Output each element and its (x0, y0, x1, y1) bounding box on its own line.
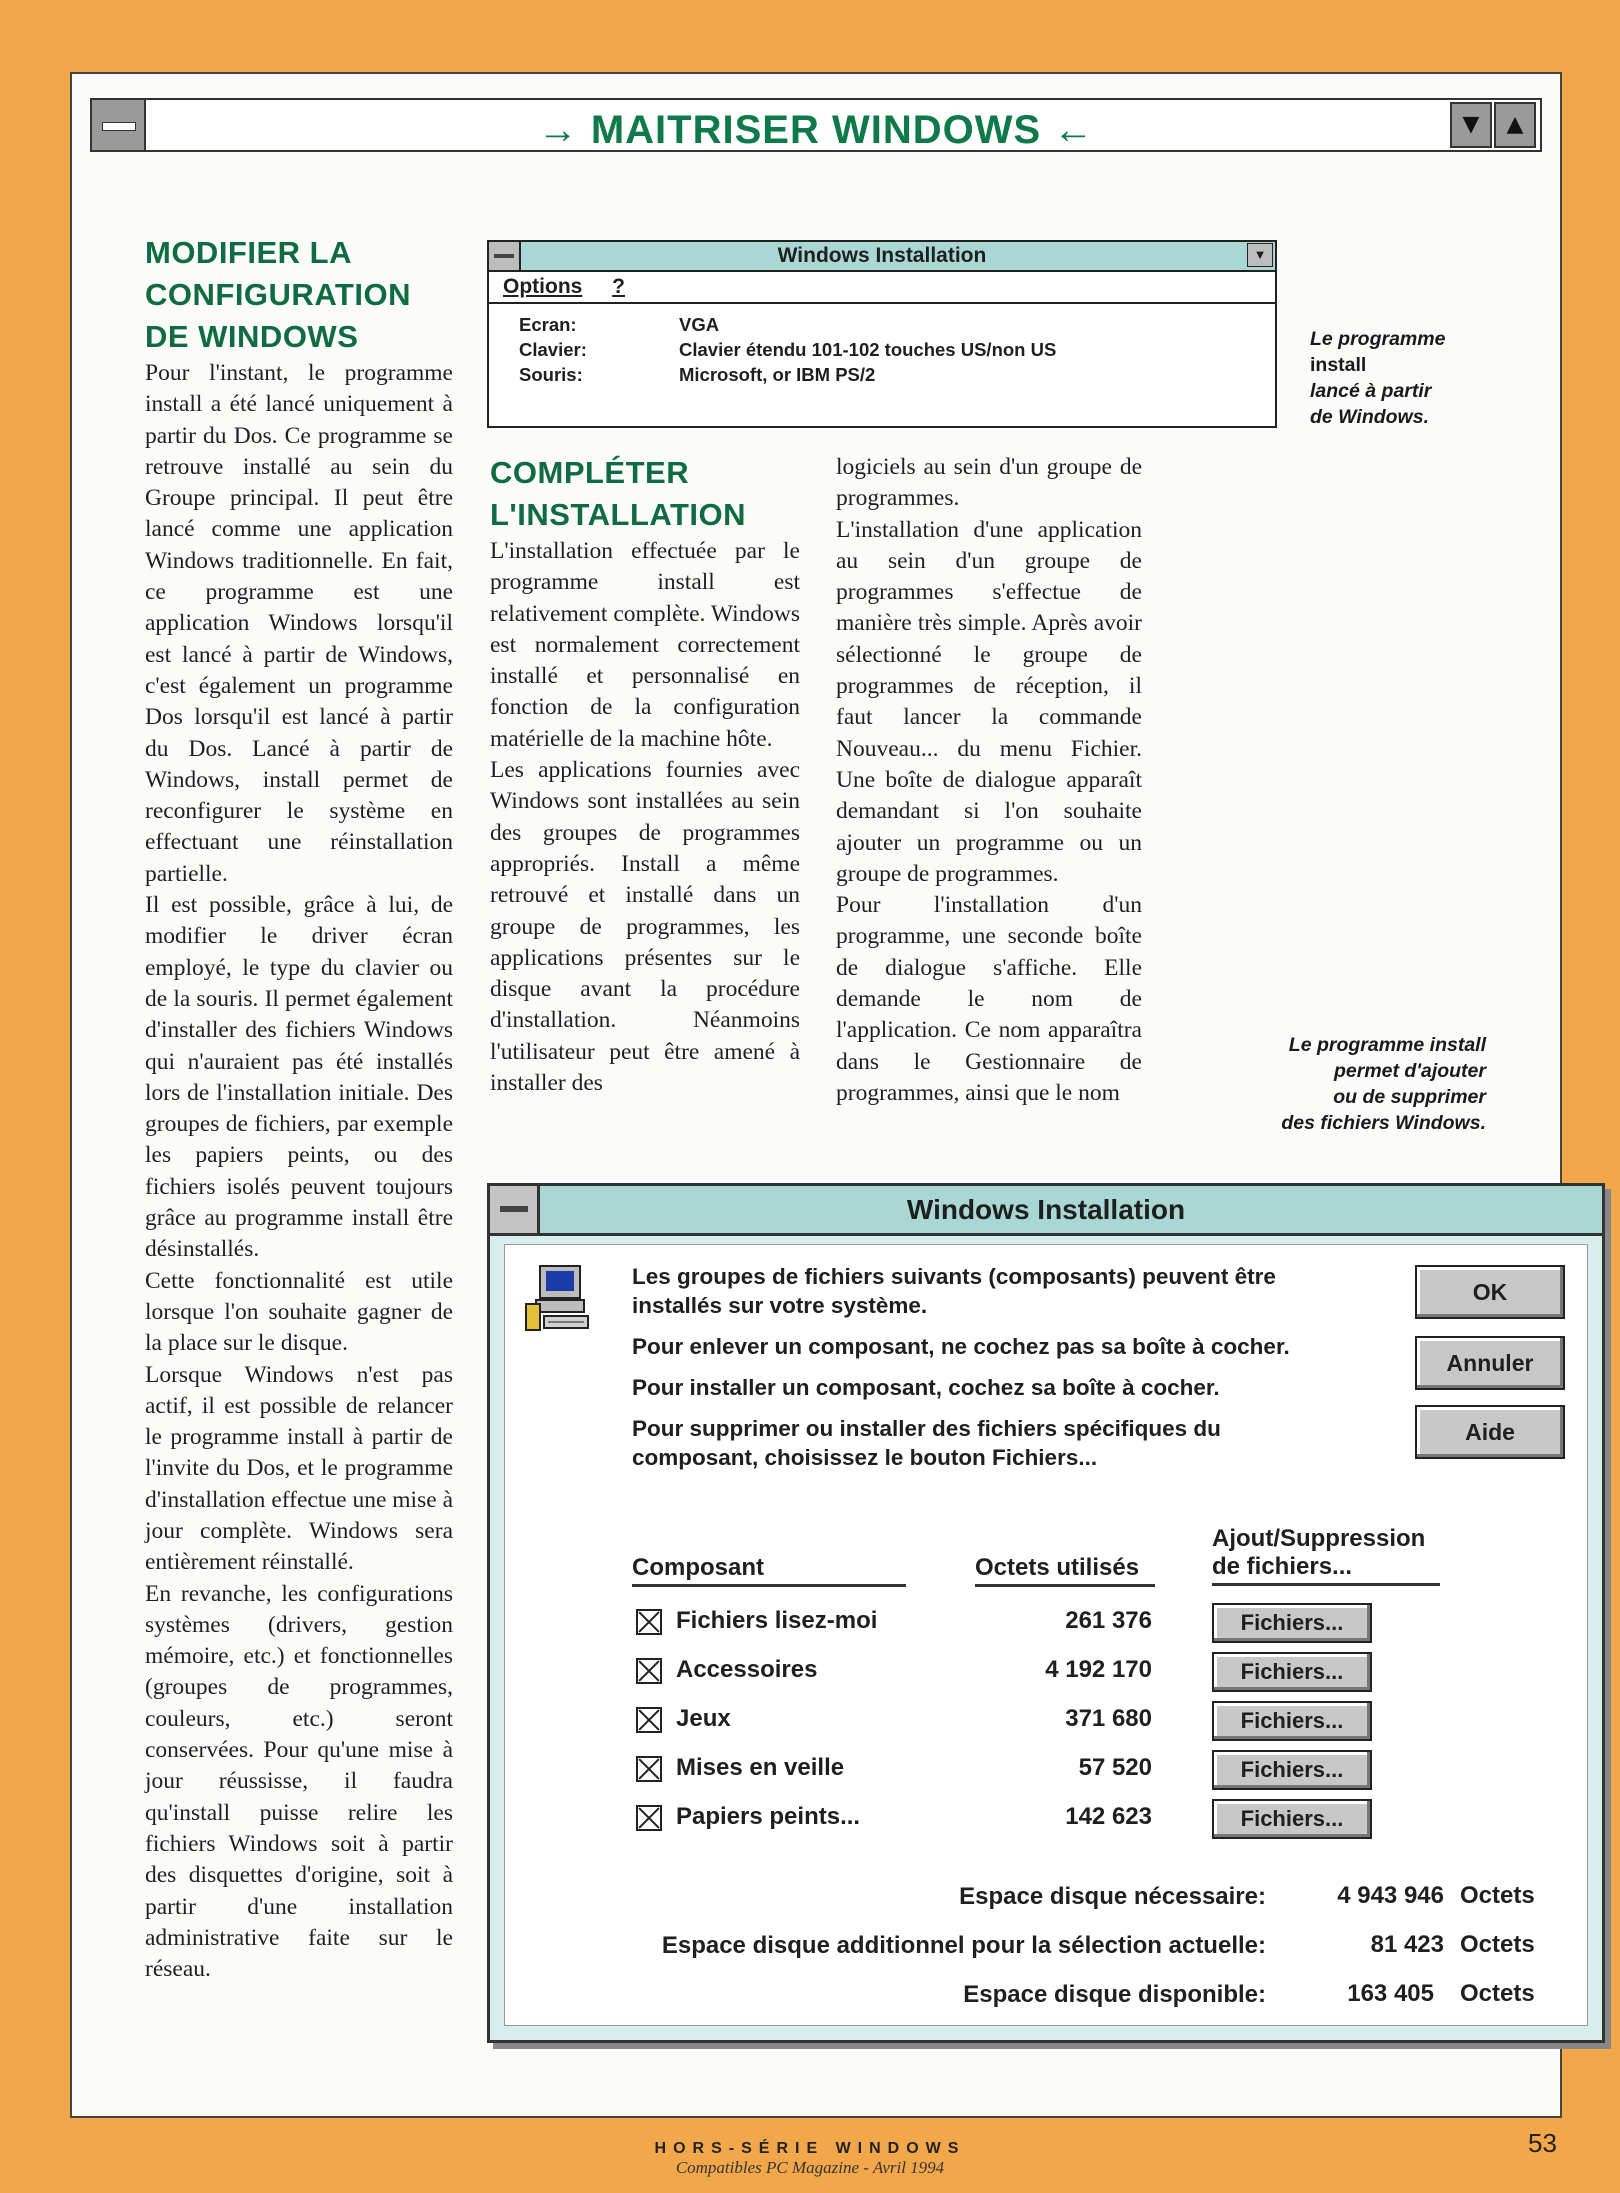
instruction-text: Pour installer un composant, cochez sa boîte à cocher. (632, 1375, 1220, 1400)
caption-line: de Windows. (1310, 406, 1429, 428)
minimize-arrow-icon[interactable]: ▼ (1450, 102, 1492, 148)
caption-line: Le programme (1310, 328, 1446, 350)
section-heading-2 (490, 452, 800, 536)
paragraph: Il est possible, grâce à lui, de modifier le driver écran employé, le type du clavier ou de la souris. Il permet également d'installer des fichiers Windows qui n'auraient pas été installés lors de l'installation initiale. Des groupes de fichiers, par exemple les papiers peints, ou des fichiers isolés peuvent toujours grâce au programme install être désinstallés. (145, 892, 453, 1263)
computer-setup-icon (522, 1262, 596, 1334)
caption-1 (1310, 326, 1445, 430)
files-button[interactable]: Fichiers... (1212, 1652, 1372, 1692)
instruction-text: Pour enlever un composant, ne cochez pas sa boîte à cocher. (632, 1334, 1290, 1359)
total-unit: Octets (1460, 1980, 1535, 2007)
total-label: Espace disque additionnel pour la sélection actuelle: (661, 1932, 1266, 1959)
paragraph: Cette fonctionnalité est utile lorsque l'on souhaite gagner de la place sur le disque. (145, 1267, 453, 1357)
page-title: → MAITRISER WINDOWS ← (537, 108, 1095, 152)
caption-line: permet d'ajouter (1333, 1060, 1486, 1082)
component-row (632, 1652, 1432, 1692)
component-name: Papiers peints... (676, 1803, 861, 1830)
config-value: VGA (679, 314, 720, 335)
article-column-2 (490, 452, 800, 1099)
component-size: 4 192 170 (1045, 1656, 1152, 1683)
column-header-files (1212, 1525, 1440, 1586)
caption-line: Le programme install (1288, 1034, 1486, 1056)
files-button[interactable]: Fichiers... (1212, 1750, 1372, 1790)
help-button[interactable]: Aide (1415, 1405, 1565, 1459)
menu-options[interactable]: Options (503, 275, 583, 298)
config-row (519, 312, 1275, 337)
paragraph: Pour l'installation d'un programme, une seconde boîte de dialogue s'affiche. Elle demande le nom de l'application. Ce nom apparaîtra dans le Gestionnaire de programmes, ainsi que le nom (836, 892, 1142, 1106)
component-row (632, 1750, 1432, 1790)
component-row (632, 1603, 1432, 1643)
files-button[interactable]: Fichiers... (1212, 1799, 1372, 1839)
minimize-arrow-icon[interactable]: ▼ (1247, 243, 1273, 267)
paragraph: logiciels au sein d'un groupe de programmes. (836, 454, 1142, 512)
checkbox[interactable] (636, 1658, 662, 1684)
config-value: Microsoft, or IBM PS/2 (679, 364, 876, 385)
files-button[interactable]: Fichiers... (1212, 1701, 1372, 1741)
component-size: 142 623 (1065, 1803, 1152, 1830)
paragraph: Les applications fournies avec Windows sont installées au sein des groupes de programmes appropriés. Install a même retrouvé et installé dans un groupe de programmes, les applications présentes sur le disque avant la procédure d'installation. Néanmoins l'utilisateur peut être amené à installer des (490, 757, 800, 1097)
total-label: Espace disque nécessaire: (959, 1883, 1266, 1910)
menu-bar (489, 272, 1275, 304)
component-row (632, 1701, 1432, 1741)
article-column-1 (145, 232, 453, 1985)
caption-line: lancé à partir (1310, 380, 1432, 402)
system-menu-icon[interactable] (489, 242, 521, 270)
component-size: 57 520 (1078, 1754, 1152, 1781)
maximize-arrow-icon[interactable]: ▲ (1494, 102, 1536, 148)
caption-2 (1200, 1032, 1486, 1136)
menu-help[interactable]: ? (612, 275, 625, 298)
dialog-title: Windows Installation (777, 244, 987, 267)
checkbox[interactable] (636, 1609, 662, 1635)
dialog-title-bar (490, 1186, 1602, 1236)
total-value: 81 423 (1370, 1931, 1444, 1958)
caption-line: des fichiers Windows. (1281, 1112, 1486, 1134)
instruction-text: Pour supprimer ou installer des fichiers spécifiques du composant, choisissez le bouton Fichiers... (632, 1416, 1221, 1470)
instructions (632, 1262, 1352, 1484)
total-unit: Octets (1460, 1931, 1535, 1958)
heading-line: COMPLÉTER (490, 455, 690, 490)
header-line: de fichiers... (1212, 1553, 1353, 1580)
caption-line: ou de supprimer (1333, 1086, 1486, 1108)
heading-line: L'INSTALLATION (490, 497, 747, 532)
dialog-title-bar (489, 242, 1275, 272)
component-name: Mises en veille (676, 1754, 845, 1781)
ok-button[interactable]: OK (1415, 1265, 1565, 1319)
dialog-title: Windows Installation (906, 1194, 1186, 1225)
caption-line: install (1310, 354, 1367, 376)
paragraph: En revanche, les configurations systèmes (drivers, gestion mémoire, etc.) et fonctionnelles (groupes de programmes, couleurs, etc.) seront conservées. Pour qu'une mise à jour réussisse, il faudra qu'install puisse relire les fichiers Windows soit à partir des disquettes d'origine, soit à partir d'une installation administrative faite sur le réseau. (145, 1580, 453, 1983)
system-menu-icon[interactable] (490, 1186, 540, 1233)
checkbox[interactable] (636, 1805, 662, 1831)
component-name: Fichiers lisez-moi (676, 1607, 878, 1634)
cancel-button[interactable]: Annuler (1415, 1336, 1565, 1390)
component-name: Accessoires (676, 1656, 818, 1683)
config-row (519, 362, 1275, 387)
instruction-text: Les groupes de fichiers suivants (composants) peuvent être installés sur votre système. (632, 1264, 1276, 1318)
column-header-component: Composant (632, 1554, 906, 1587)
heading-line: MODIFIER LA (145, 235, 352, 270)
component-name: Jeux (676, 1705, 731, 1732)
footer-magazine: Compatibles PC Magazine - Avril 1994 (675, 2158, 945, 2177)
files-button[interactable]: Fichiers... (1212, 1603, 1372, 1643)
footer-series: HORS-SÉRIE WINDOWS (654, 2140, 966, 2157)
article-column-3 (836, 452, 1142, 1109)
heading-line: DE WINDOWS (145, 319, 359, 354)
total-label: Espace disque disponible: (963, 1981, 1266, 2008)
page-number: 53 (1528, 2128, 1557, 2158)
header-line: Ajout/Suppression (1212, 1525, 1426, 1552)
paragraph: Pour l'instant, le programme install a été lancé uniquement à partir du Dos. Ce programme se retrouve installé au sein du Groupe principal. Il peut être lancé comme une application Windows traditionnelle. En fait, ce programme est une application Windows lorsqu'il est lancé à partir de Windows, c'est également un programme Dos lorsqu'il est lancé à partir du Dos. Lancé à partir de Windows, install permet de reconfigurer le système en effectuant une réinstallation partielle. (145, 360, 453, 887)
total-unit: Octets (1460, 1882, 1535, 1909)
column-header-bytes: Octets utilisés (975, 1554, 1155, 1587)
total-value: 4 943 946 (1337, 1882, 1444, 1909)
config-key: Ecran: (519, 314, 577, 335)
footer (0, 2140, 1620, 2178)
config-key: Souris: (519, 364, 583, 385)
window-title-bar (90, 98, 1542, 152)
install-info-window (487, 240, 1277, 428)
checkbox[interactable] (636, 1707, 662, 1733)
component-row (632, 1799, 1432, 1839)
config-rows (489, 304, 1275, 387)
paragraph: L'installation d'une application au sein d'un groupe de programmes s'effectue de manière très simple. Après avoir sélectionné le groupe de programmes de réception, il faut lancer la commande Nouveau... du menu Fichier. Une boîte de dialogue apparaît demandant si l'on souhaite ajouter un programme ou un groupe de programmes. (836, 516, 1142, 887)
config-row (519, 337, 1275, 362)
component-size: 261 376 (1065, 1607, 1152, 1634)
paragraph: Lorsque Windows n'est pas actif, il est possible de relancer le programme install à partir de l'invite du Dos, et le programme d'installation effectue une mise à jour complète. Windows sera entièrement réinstallé. (145, 1361, 453, 1576)
heading-line: CONFIGURATION (145, 277, 411, 312)
config-value: Clavier étendu 101-102 touches US/non US (679, 339, 1057, 360)
total-value: 163 405 (1347, 1980, 1434, 2007)
section-heading-1 (145, 232, 453, 358)
config-key: Clavier: (519, 339, 587, 360)
component-size: 371 680 (1065, 1705, 1152, 1732)
checkbox[interactable] (636, 1756, 662, 1782)
paragraph: L'installation effectuée par le programme install est relativement complète. Windows est normalement correctement installé et personnalisé en fonction de la configuration matérielle de la machine hôte. (490, 538, 800, 752)
